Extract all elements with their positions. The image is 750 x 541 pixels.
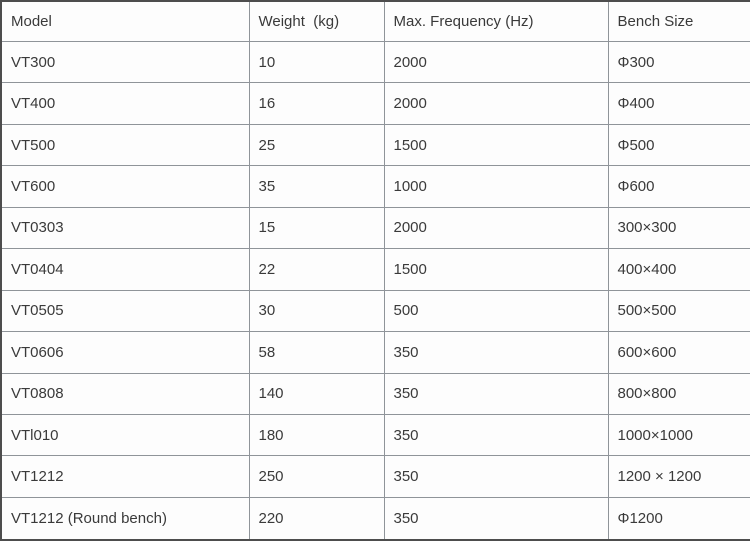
cell: 58 bbox=[249, 332, 384, 373]
table-row bbox=[1, 332, 750, 373]
header-cell-bench: Bench Size bbox=[608, 1, 750, 42]
cell: 30 bbox=[249, 290, 384, 331]
table-row bbox=[1, 207, 750, 248]
cell: VT600 bbox=[1, 166, 249, 207]
cell: VT500 bbox=[1, 124, 249, 165]
cell: 400×400 bbox=[608, 249, 750, 290]
header-row bbox=[1, 1, 750, 42]
cell: 35 bbox=[249, 166, 384, 207]
cell: 180 bbox=[249, 414, 384, 455]
cell: Φ1200 bbox=[608, 497, 750, 540]
header-cell-frequency: Max. Frequency (Hz) bbox=[384, 1, 608, 42]
header-cell-weight: Weight (kg) bbox=[249, 1, 384, 42]
cell: 1200 × 1200 bbox=[608, 456, 750, 497]
table-row bbox=[1, 124, 750, 165]
cell: 800×800 bbox=[608, 373, 750, 414]
table-row bbox=[1, 166, 750, 207]
cell: VT0404 bbox=[1, 249, 249, 290]
cell: 350 bbox=[384, 332, 608, 373]
cell: 350 bbox=[384, 414, 608, 455]
cell: 2000 bbox=[384, 207, 608, 248]
table-header bbox=[1, 1, 750, 42]
cell: Φ400 bbox=[608, 83, 750, 124]
table-row bbox=[1, 42, 750, 83]
cell: VT300 bbox=[1, 42, 249, 83]
cell: 250 bbox=[249, 456, 384, 497]
cell: 25 bbox=[249, 124, 384, 165]
cell: Φ600 bbox=[608, 166, 750, 207]
cell: 500 bbox=[384, 290, 608, 331]
cell: VT0606 bbox=[1, 332, 249, 373]
table-row bbox=[1, 414, 750, 455]
cell: 500×500 bbox=[608, 290, 750, 331]
cell: VT1212 bbox=[1, 456, 249, 497]
cell: 600×600 bbox=[608, 332, 750, 373]
table-row bbox=[1, 373, 750, 414]
table-row bbox=[1, 249, 750, 290]
cell: VT400 bbox=[1, 83, 249, 124]
cell: VT0808 bbox=[1, 373, 249, 414]
cell: 22 bbox=[249, 249, 384, 290]
cell: VT0303 bbox=[1, 207, 249, 248]
cell: VT0505 bbox=[1, 290, 249, 331]
cell: 140 bbox=[249, 373, 384, 414]
table-row bbox=[1, 290, 750, 331]
table-row bbox=[1, 497, 750, 540]
cell: 16 bbox=[249, 83, 384, 124]
cell: 1000×1000 bbox=[608, 414, 750, 455]
cell: VTl010 bbox=[1, 414, 249, 455]
cell: Φ300 bbox=[608, 42, 750, 83]
table-row bbox=[1, 456, 750, 497]
cell: 220 bbox=[249, 497, 384, 540]
cell: 2000 bbox=[384, 83, 608, 124]
cell: 10 bbox=[249, 42, 384, 83]
cell: 2000 bbox=[384, 42, 608, 83]
table-row bbox=[1, 83, 750, 124]
cell: 350 bbox=[384, 497, 608, 540]
header-cell-model: Model bbox=[1, 1, 249, 42]
table-body bbox=[1, 42, 750, 541]
cell: Φ500 bbox=[608, 124, 750, 165]
cell: 1500 bbox=[384, 124, 608, 165]
cell: 300×300 bbox=[608, 207, 750, 248]
cell: 350 bbox=[384, 373, 608, 414]
cell: 1000 bbox=[384, 166, 608, 207]
cell: 350 bbox=[384, 456, 608, 497]
cell: VT1212 (Round bench) bbox=[1, 497, 249, 540]
cell: 15 bbox=[249, 207, 384, 248]
cell: 1500 bbox=[384, 249, 608, 290]
